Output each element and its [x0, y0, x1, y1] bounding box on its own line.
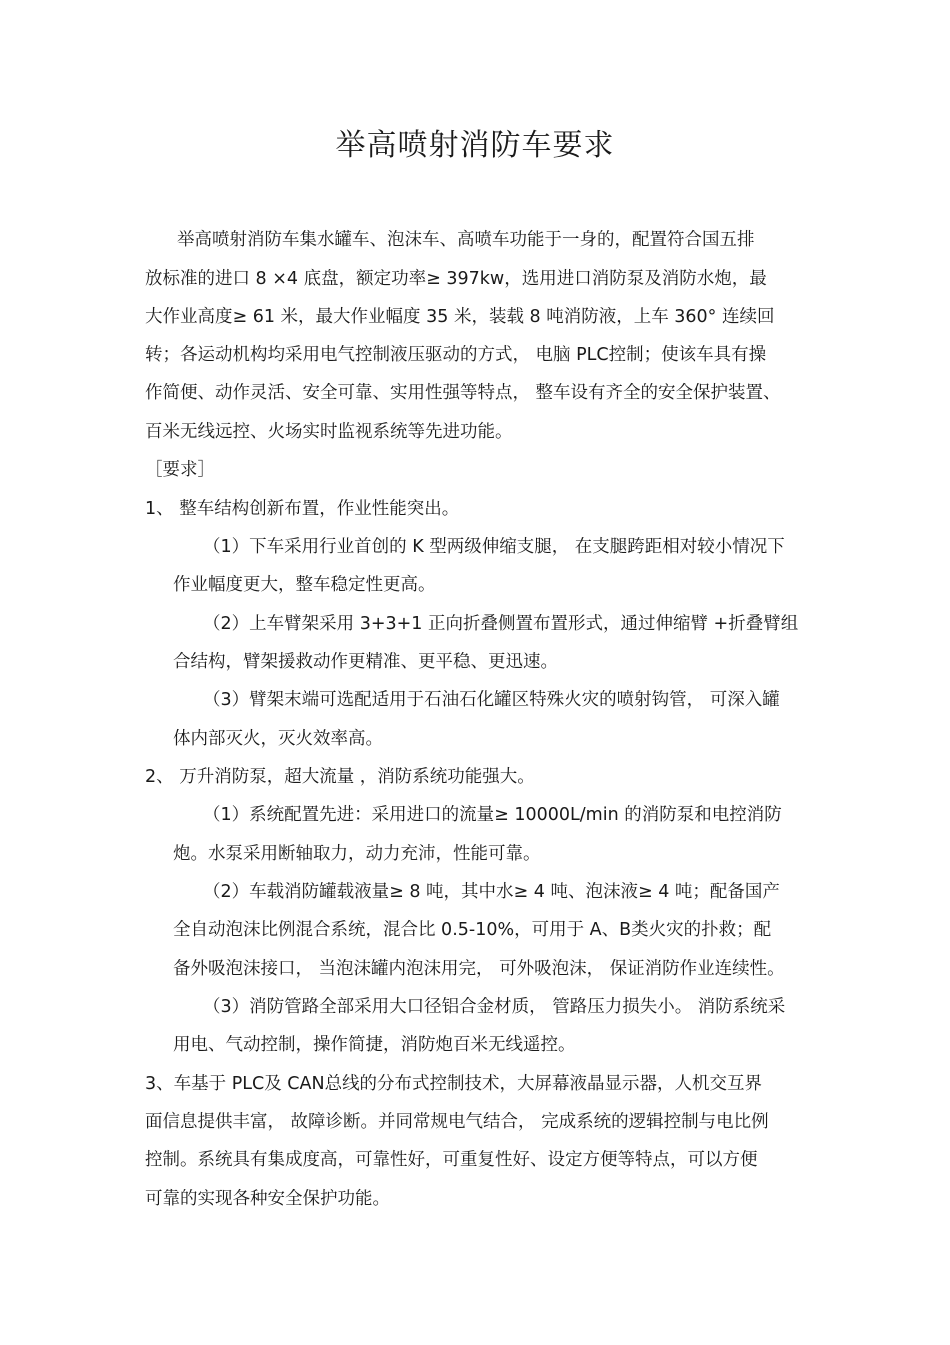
section-2-item-1-line: （1）系统配置先进：采用进口的流量≥ 10000L/min 的消防泵和电控消防 [203, 805, 782, 825]
intro-line: 大作业高度≥ 61 米，最大作业幅度 35 米，装载 8 吨消防液，上车 360° 连续回 [145, 307, 775, 327]
section-1-item-2-line: （2）上车臂架采用 3+3+1 正向折叠侧置布置形式，通过伸缩臂 +折叠臂组 [203, 614, 799, 634]
intro-line: 放标准的进口 8 ×4 底盘，额定功率≥ 397kw，选用进口消防泵及消防水炮，最 [145, 269, 767, 289]
section-2-heading: 2、 万升消防泵，超大流量 ，消防系统功能强大。 [145, 767, 535, 787]
section-3-line: 可靠的实现各种安全保护功能。 [145, 1189, 390, 1209]
section-1-item-3-line: （3）臂架末端可选配适用于石油石化罐区特殊火灾的喷射钩管， 可深入罐 [203, 690, 780, 710]
section-2-item-2-line: 备外吸泡沫接口， 当泡沫罐内泡沫用完， 可外吸泡沫， 保证消防作业连续性。 [173, 959, 785, 979]
section-1-item-2-line: 合结构，臂架援救动作更精准、更平稳、更迅速。 [173, 652, 558, 672]
section-2-item-2-line: 全自动泡沫比例混合系统，混合比 0.5-10%，可用于 A、B类火灾的扑救；配 [173, 920, 772, 940]
intro-line: 作简便、动作灵活、安全可靠、实用性强等特点， 整车设有齐全的安全保护装置、 [145, 383, 781, 403]
section-1-heading: 1、 整车结构创新布置，作业性能突出。 [145, 499, 460, 519]
section-1-item-1-line: （1）下车采用行业首创的 K 型两级伸缩支腿， 在支腿跨距相对较小情况下 [203, 537, 785, 557]
document-title: 举高喷射消防车要求 [335, 128, 615, 163]
intro-line: 百米无线远控、火场实时监视系统等先进功能。 [145, 422, 513, 442]
section-2-item-3-line: （3）消防管路全部采用大口径铝合金材质， 管路压力损失小。 消防系统采 [203, 997, 786, 1017]
requirements-heading: ［要求］ [145, 460, 215, 480]
section-1-item-1-line: 作业幅度更大，整车稳定性更高。 [173, 575, 436, 595]
section-3-line: 3、车基于 PLC及 CAN总线的分布式控制技术，大屏幕液晶显示器，人机交互界 [145, 1074, 763, 1094]
section-3-line: 控制。系统具有集成度高，可靠性好，可重复性好、设定方便等特点，可以方便 [145, 1150, 758, 1170]
section-2-item-1-line: 炮。水泵采用断轴取力，动力充沛，性能可靠。 [173, 844, 541, 864]
section-2-item-2-line: （2）车载消防罐载液量≥ 8 吨，其中水≥ 4 吨、泡沫液≥ 4 吨；配备国产 [203, 882, 780, 902]
section-1-item-3-line: 体内部灭火，灭火效率高。 [173, 729, 383, 749]
intro-line: 转；各运动机构均采用电气控制液压驱动的方式， 电脑 PLC控制；使该车具有操 [145, 345, 767, 365]
section-3-line: 面信息提供丰富， 故障诊断。并同常规电气结合， 完成系统的逻辑控制与电比例 [145, 1112, 769, 1132]
intro-line: 举高喷射消防车集水罐车、泡沫车、高喷车功能于一身的，配置符合国五排 [177, 230, 755, 250]
section-2-item-3-line: 用电、气动控制，操作简捷，消防炮百米无线遥控。 [173, 1035, 576, 1055]
